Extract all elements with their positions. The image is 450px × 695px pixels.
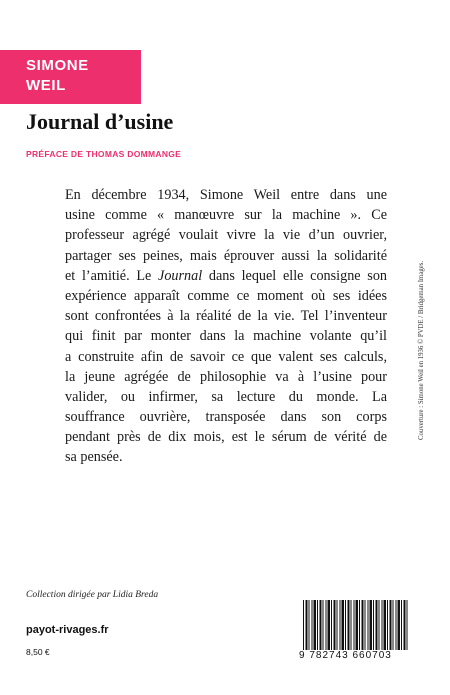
blurb-line: usine comme « manœuvre sur la machine ». Ce: [65, 207, 387, 224]
blurb-line: [65, 266, 387, 286]
publisher-website: payot-rivages.fr: [26, 624, 109, 636]
cover-photo-credit: Couverture : Simone Weil en 1936 © PVDE / Bridgeman Images.: [418, 260, 425, 440]
author-first-name: SIMONE: [26, 57, 89, 74]
blurb-line: professeur agrégé voulait vivre la vie d’un ouvrier,: [65, 227, 387, 244]
author-banner: [0, 50, 141, 104]
blurb-line: sa pensée.: [65, 449, 123, 466]
book-title: Journal d’usine: [26, 109, 174, 134]
collection-editor: Collection dirigée par Lidia Breda: [26, 590, 159, 600]
preface-credit: PRÉFACE DE THOMAS DOMMANGE: [26, 149, 182, 159]
blurb-line: partager ses peines, mais éprouver aussi la solidarité: [65, 247, 387, 264]
blurb-line: valider, ou infirmer, sa lecture du monde. La: [65, 388, 387, 405]
back-cover-blurb: [65, 185, 387, 468]
blurb-line: pendant près de dix mois, est le sérum de vérité de: [65, 429, 387, 446]
blurb-line-end: dans lequel elle consigne son: [202, 267, 388, 284]
blurb-line: expérience apparaît comme ce moment où ses idées: [65, 287, 387, 304]
blurb-line: a construite afin de savoir ce que valent ses calculs,: [65, 348, 387, 365]
blurb-line: En décembre 1934, Simone Weil entre dans une: [65, 187, 387, 203]
journal-italic: Journal: [158, 267, 203, 284]
barcode-bars: [303, 600, 409, 650]
barcode-number: 9 782743 660703: [299, 650, 392, 661]
blurb-line: qui finit par monter dans la machine volante qu’il: [65, 328, 387, 345]
blurb-line: souffrance ouvrière, transposée dans son corps: [65, 409, 387, 426]
price: 8,50 €: [26, 647, 50, 657]
blurb-line: la jeune agrégée de philosophie va à l’usine pour: [65, 368, 387, 385]
isbn-barcode: [299, 600, 411, 662]
author-last-name: WEIL: [26, 77, 66, 94]
blurb-line-start: et l’amitié. Le: [65, 267, 159, 284]
blurb-line: sont confrontées à la réalité de la vie. Tel l’inventeur: [65, 308, 387, 325]
